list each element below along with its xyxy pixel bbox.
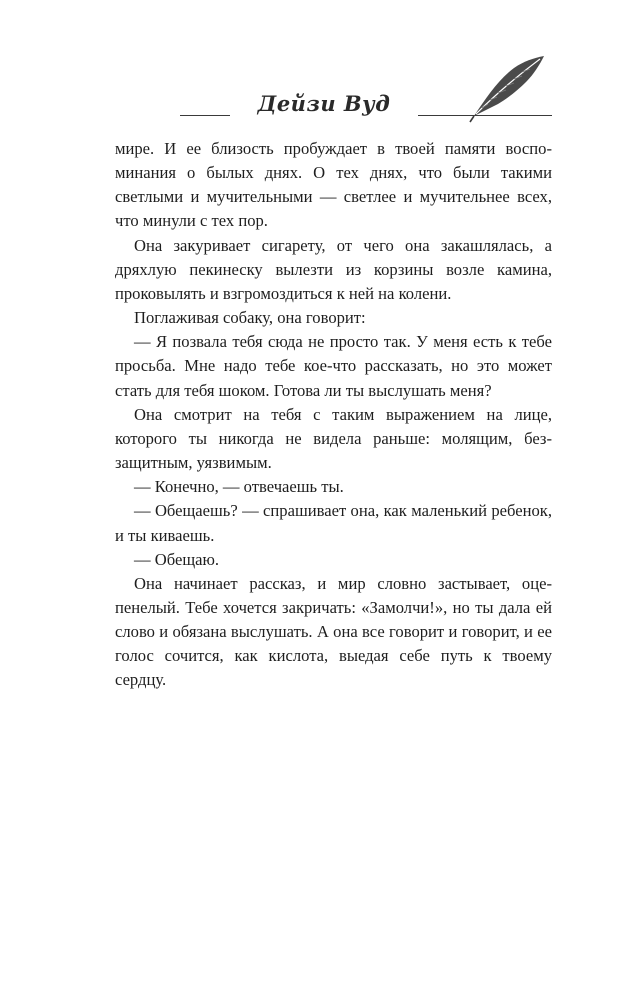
paragraph: — Обещаешь? — спрашивает она, как маленький ребенок, и ты киваешь. bbox=[115, 501, 552, 545]
paragraph: — Я позвала тебя сюда не просто так. У меня есть к тебе просьба. Мне надо тебе кое-что рассказать, но это может стать для тебя шоком. Готова ли ты выслушать меня? bbox=[115, 332, 552, 400]
paragraph: мире. И ее близость пробуждает в твоей памяти воспоминания о былых днях. О тех днях, что были такими светлыми и мучительными — светлее и мучительнее всех, что минули с тех пор. bbox=[115, 139, 552, 231]
paragraph: Она начинает рассказ, и мир словно застывает, оцепенелый. Тебе хочется закричать: «Замолчи!», но ты дала ей слово и обязана выслушать. А она все говорит и говорит, и ее голос сочится, как кислота, выедая себе путь к твоему сердцу. bbox=[115, 573, 552, 690]
paragraph: Она смотрит на тебя с таким выражением на лице, которого ты никогда не видела раньше: молящим, беззащитным, уязвимым. bbox=[115, 404, 552, 473]
paragraph: Она закуривает сигарету, от чего она закашлялась, а дряхлую пекинеску вылезти из корзины возле камина, проковылять и взгромоздиться к ней на колени. bbox=[115, 235, 552, 303]
paragraph: — Конечно, — отвечаешь ты. bbox=[134, 477, 344, 497]
paragraph: — Обещаю. bbox=[134, 549, 220, 569]
paragraph: Поглаживая собаку, она говорит: bbox=[134, 308, 366, 328]
main-text-block bbox=[115, 137, 552, 693]
quill-feather-icon bbox=[468, 50, 548, 130]
running-header bbox=[0, 0, 625, 135]
author-name-header: Дейзи Вуд bbox=[230, 90, 418, 118]
